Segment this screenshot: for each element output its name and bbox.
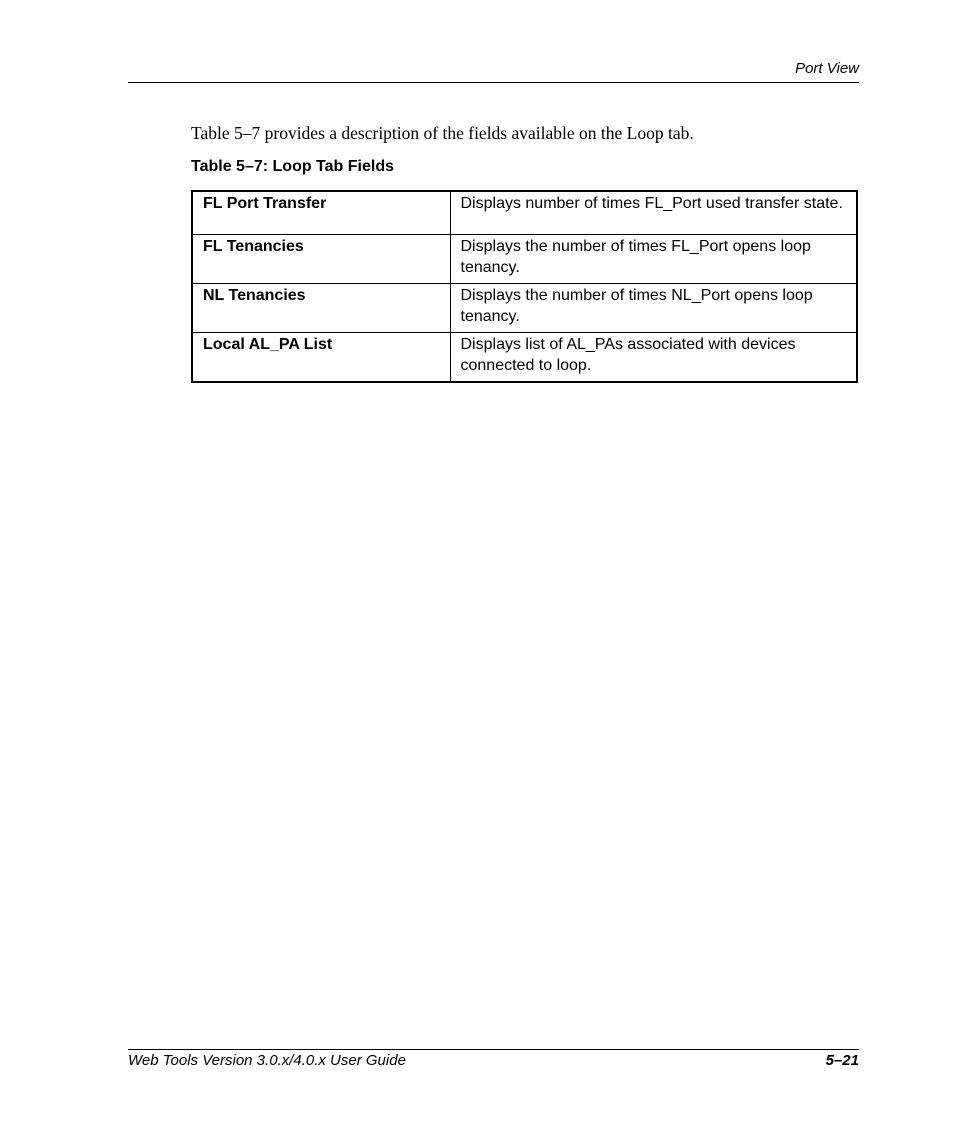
field-name: NL Tenancies: [192, 283, 450, 332]
field-name: FL Port Transfer: [192, 191, 450, 234]
loop-tab-fields-table: [191, 190, 858, 383]
table-caption: Table 5–7: Loop Tab Fields: [191, 158, 394, 175]
footer-guide-title: Web Tools Version 3.0.x/4.0.x User Guide: [128, 1052, 406, 1069]
intro-paragraph: Table 5–7 provides a description of the fields available on the Loop tab.: [191, 123, 694, 143]
running-header: [128, 58, 859, 83]
table-row: [192, 191, 857, 234]
header-section-title: Port View: [795, 60, 859, 77]
field-description: Displays the number of times FL_Port opens loop tenancy.: [450, 234, 857, 283]
running-footer: [128, 1049, 859, 1069]
page-number: 5–21: [825, 1052, 859, 1069]
table-row: [192, 234, 857, 283]
table-row: [192, 283, 857, 332]
table-row: [192, 332, 857, 382]
field-name: FL Tenancies: [192, 234, 450, 283]
field-name: Local AL_PA List: [192, 332, 450, 382]
field-description: Displays list of AL_PAs associated with devices connected to loop.: [450, 332, 857, 382]
field-description: Displays number of times FL_Port used transfer state.: [450, 191, 857, 234]
field-description: Displays the number of times NL_Port opens loop tenancy.: [450, 283, 857, 332]
